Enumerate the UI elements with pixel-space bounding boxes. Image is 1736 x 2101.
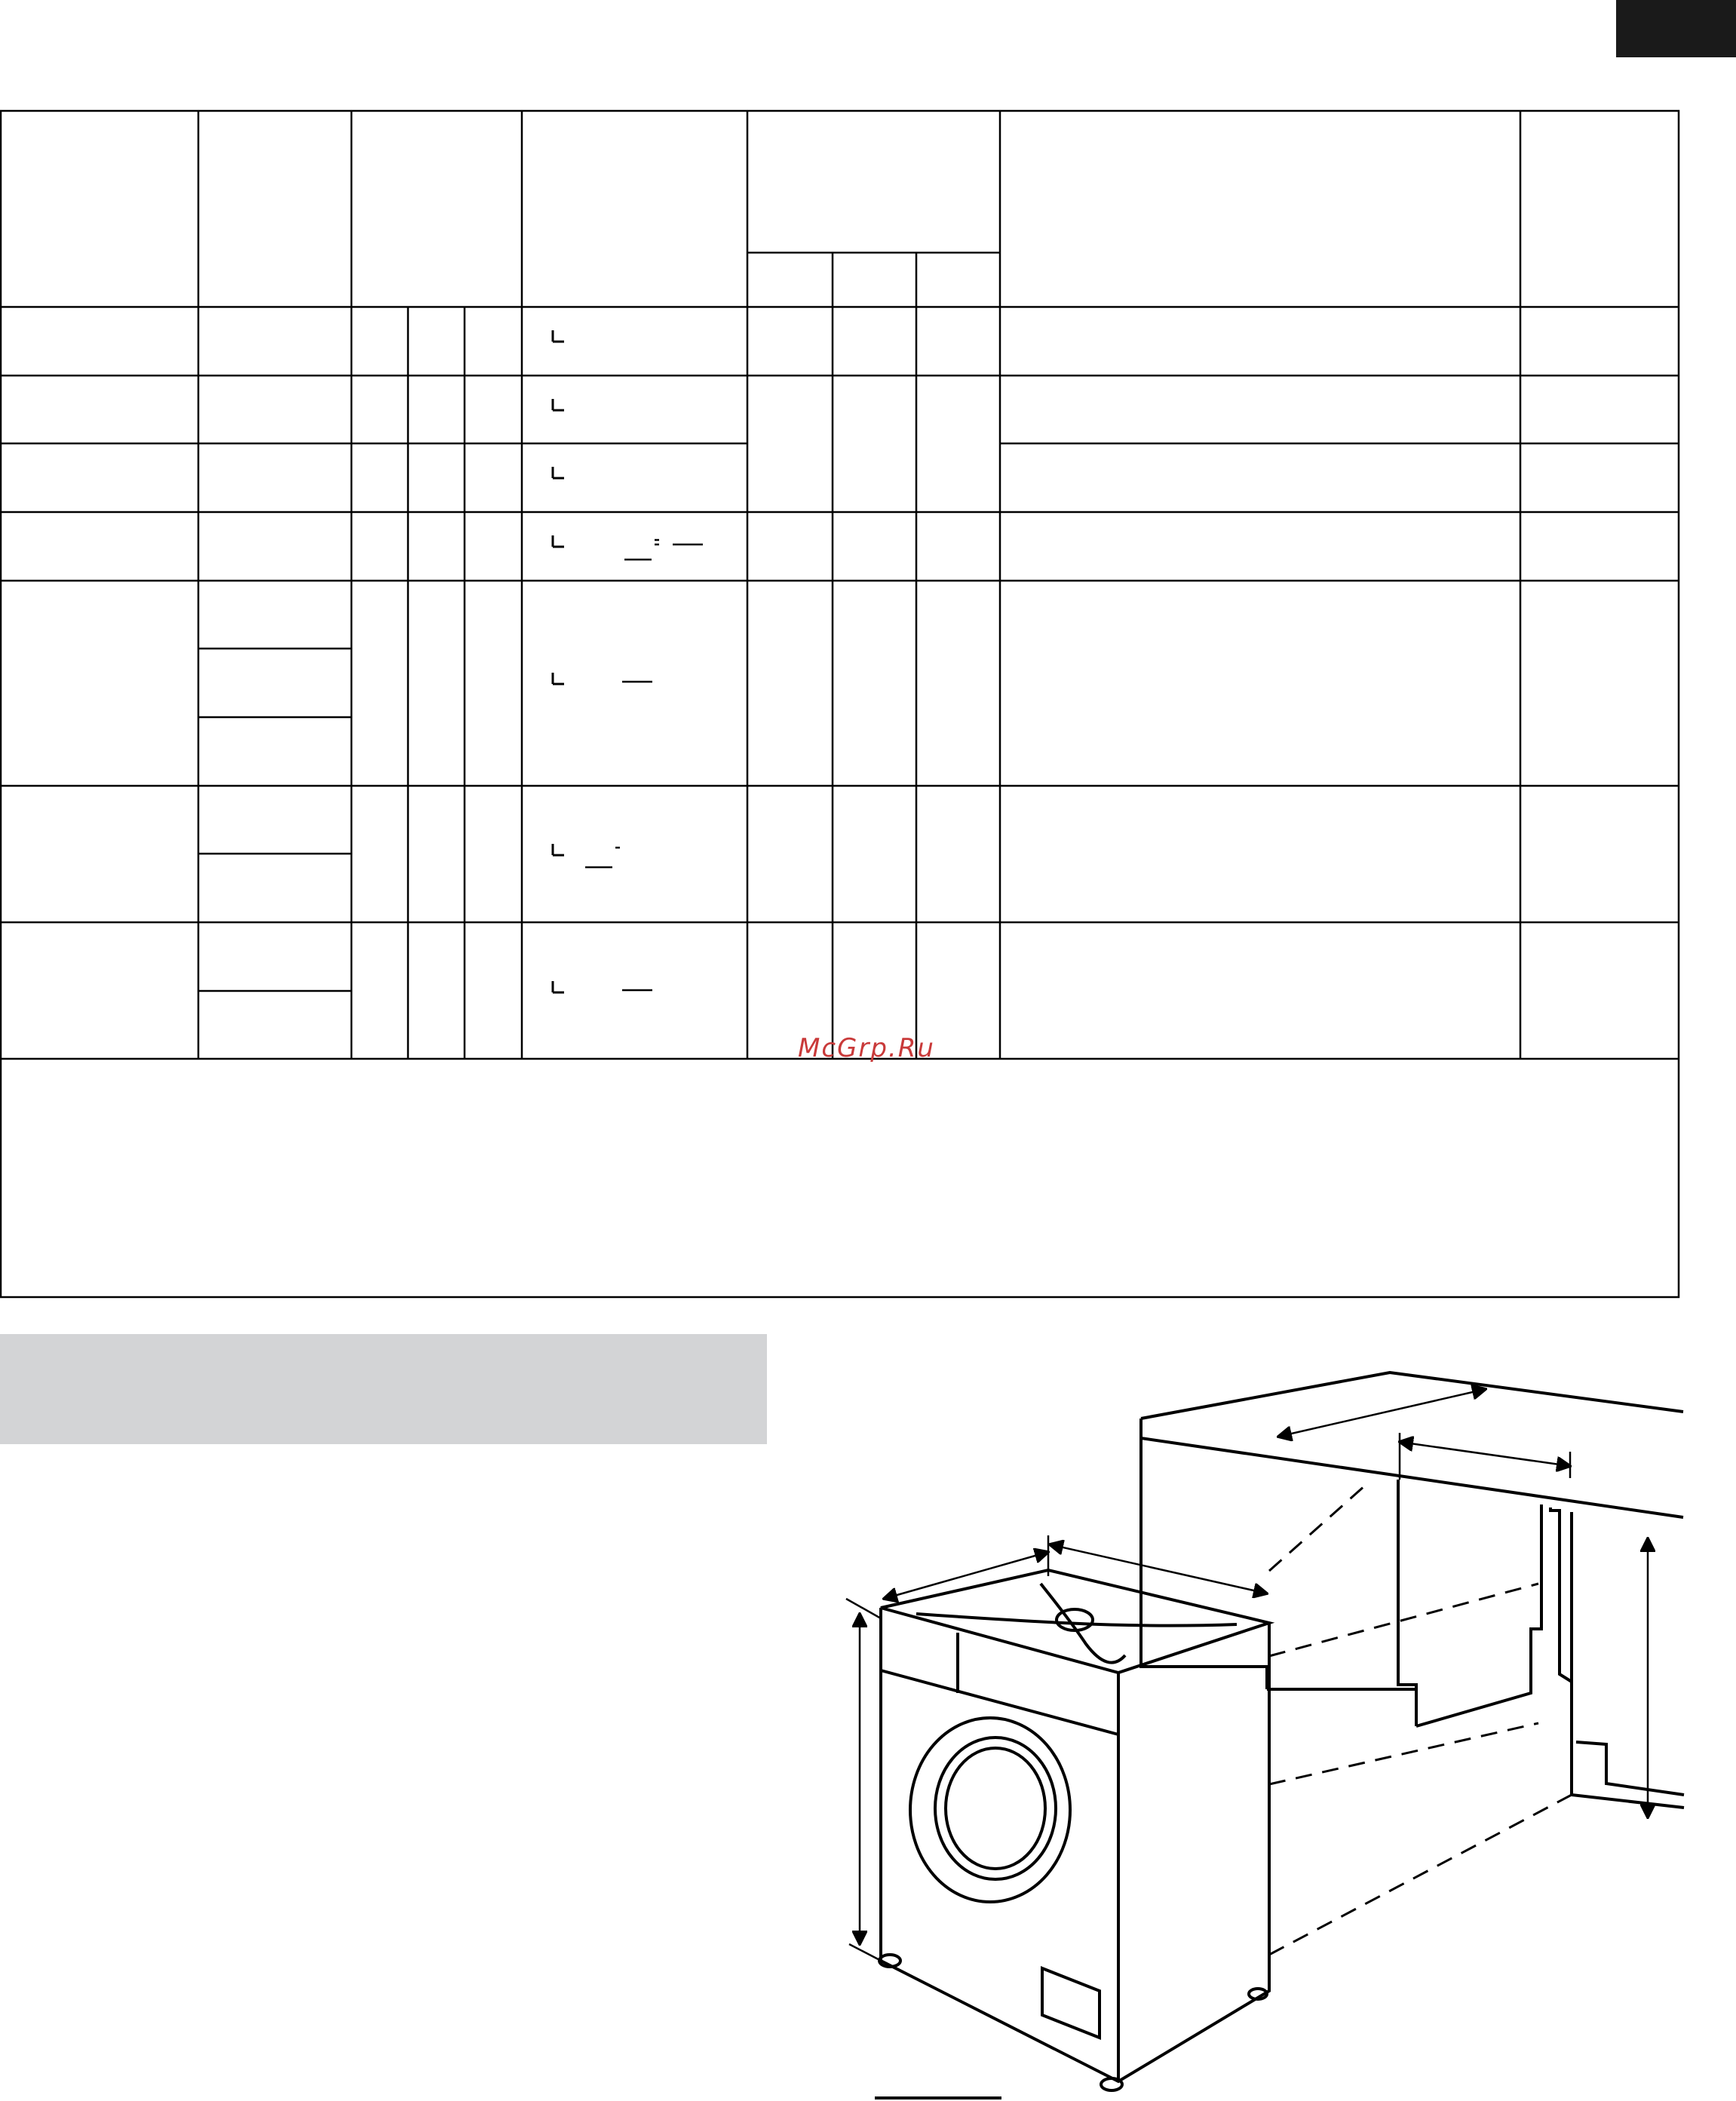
grey-title-panel	[0, 1334, 767, 1444]
flower-icon	[471, 841, 498, 868]
flower-icon	[482, 978, 509, 1005]
timer-icon	[541, 467, 564, 489]
dimension-arrows	[846, 1389, 1648, 1964]
table-frame	[1, 111, 1679, 1297]
timer-icon	[541, 330, 564, 353]
anti-crease-icon	[580, 532, 610, 557]
flower-icon	[483, 533, 510, 560]
clearance-lines	[1269, 1486, 1572, 1955]
timer-icon	[541, 981, 564, 1004]
tub-icon	[622, 677, 652, 694]
flower-icon	[480, 670, 507, 698]
iron-icon	[624, 540, 659, 560]
timer-icon	[541, 535, 564, 558]
footer-rule	[875, 2096, 1001, 2099]
counter-cabinet	[1141, 1373, 1684, 1808]
tub-icon	[673, 540, 703, 557]
timer-icon	[541, 399, 564, 422]
anti-crease-icon	[580, 669, 610, 694]
anti-crease-icon	[580, 977, 610, 1002]
iron-icon	[585, 848, 620, 867]
timer-icon	[541, 673, 564, 695]
washing-machine	[879, 1570, 1269, 2090]
watermark: McGrp.Ru	[798, 1033, 935, 1063]
timer-icon	[541, 844, 564, 866]
installation-drawing	[822, 1365, 1689, 2101]
tub-icon	[622, 986, 652, 1002]
